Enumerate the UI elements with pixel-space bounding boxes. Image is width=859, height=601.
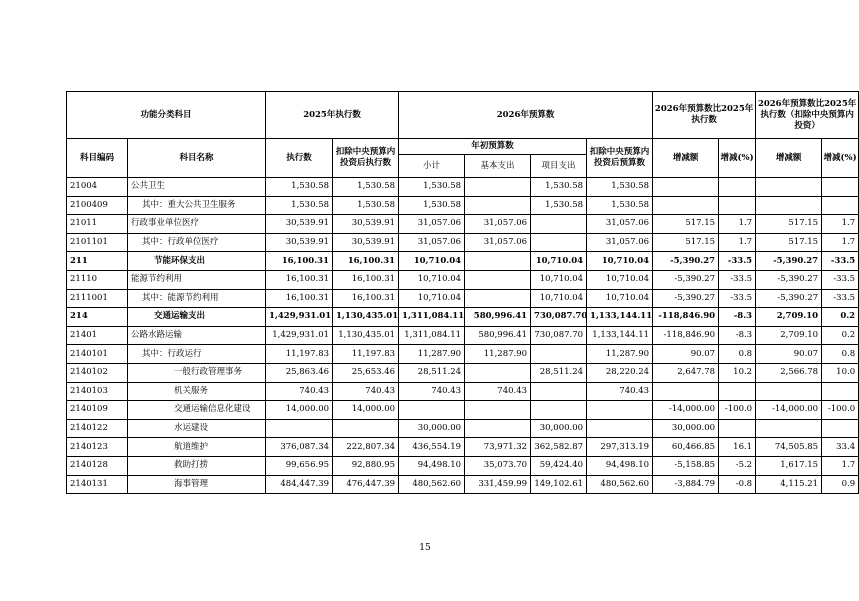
cell-basic: [465, 419, 531, 438]
table-row: [67, 215, 859, 234]
cell-code: 2111001: [67, 289, 128, 308]
cell-inc-exec: -14,000.00: [653, 401, 719, 420]
table-row: [67, 345, 859, 364]
cell-exec: 14,000.00: [266, 401, 333, 420]
cell-exec-excl: 16,100.31: [333, 270, 399, 289]
cell-exec-excl: 476,447.39: [333, 475, 399, 494]
cell-inc-exec: [653, 178, 719, 197]
cell-subtotal: 1,530.58: [399, 196, 465, 215]
cell-exec: 16,100.31: [266, 252, 333, 271]
cell-budget-excl: 1,530.58: [587, 178, 653, 197]
table-row: [67, 401, 859, 420]
cell-exec-excl: 222,807.34: [333, 438, 399, 457]
cell-code: 2101101: [67, 233, 128, 252]
cell-name: 公共卫生: [128, 178, 266, 197]
cell-inc-excl: -5,390.27: [756, 289, 822, 308]
cell-exec: 16,100.31: [266, 270, 333, 289]
cell-inc-exec: -5,390.27: [653, 270, 719, 289]
cell-basic: 31,057.06: [465, 215, 531, 234]
cell-budget-excl: 10,710.04: [587, 270, 653, 289]
cell-project: 1,530.58: [531, 178, 587, 197]
cell-subtotal: 94,498.10: [399, 456, 465, 475]
cell-project: 730,087.70: [531, 308, 587, 327]
table-body: [67, 178, 859, 494]
cell-basic: 331,459.99: [465, 475, 531, 494]
cell-pct-exec: -33.5: [719, 289, 756, 308]
cell-project: 28,511.24: [531, 363, 587, 382]
cell-inc-excl: [756, 178, 822, 197]
cell-project: 10,710.04: [531, 289, 587, 308]
cell-budget-excl: 1,133,144.11: [587, 308, 653, 327]
cell-code: 21110: [67, 270, 128, 289]
header-exec-excl: 扣除中央预算内投资后执行数: [333, 139, 399, 178]
cell-project: 10,710.04: [531, 270, 587, 289]
cell-pct-exec: -33.5: [719, 270, 756, 289]
cell-name: 节能环保支出: [128, 252, 266, 271]
cell-budget-excl: 10,710.04: [587, 252, 653, 271]
table-row: [67, 308, 859, 327]
cell-inc-excl: [756, 196, 822, 215]
cell-budget-excl: 1,530.58: [587, 196, 653, 215]
cell-subtotal: 30,000.00: [399, 419, 465, 438]
cell-exec-excl: 92,880.95: [333, 456, 399, 475]
cell-subtotal: 1,311,084.11: [399, 326, 465, 345]
cell-project: [531, 233, 587, 252]
cell-pct-exec: -5.2: [719, 456, 756, 475]
cell-project: 730,087.70: [531, 326, 587, 345]
cell-code: 2140101: [67, 345, 128, 364]
table-row: [67, 326, 859, 345]
cell-name: 航道维护: [128, 438, 266, 457]
cell-project: 149,102.61: [531, 475, 587, 494]
cell-name: 其中：行政单位医疗: [128, 233, 266, 252]
cell-inc-exec: -118,846.90: [653, 326, 719, 345]
cell-inc-exec: [653, 382, 719, 401]
header-inc-exec: 增减额: [653, 139, 719, 178]
table-row: [67, 438, 859, 457]
cell-exec: 484,447.39: [266, 475, 333, 494]
cell-pct-exec: 10.2: [719, 363, 756, 382]
cell-basic: 580,996.41: [465, 308, 531, 327]
cell-exec-excl: 14,000.00: [333, 401, 399, 420]
cell-pct-excl: 1.7: [822, 456, 859, 475]
cell-subtotal: 480,562.60: [399, 475, 465, 494]
cell-pct-excl: -33.5: [822, 252, 859, 271]
cell-exec: 1,530.58: [266, 178, 333, 197]
cell-inc-exec: 60,466.85: [653, 438, 719, 457]
header-func-class: 功能分类科目: [67, 92, 266, 139]
cell-inc-exec: -3,884.79: [653, 475, 719, 494]
cell-budget-excl: [587, 401, 653, 420]
cell-budget-excl: [587, 419, 653, 438]
cell-name: 海事管理: [128, 475, 266, 494]
header-project: 项目支出: [531, 155, 587, 178]
cell-basic: 31,057.06: [465, 233, 531, 252]
cell-pct-exec: -33.5: [719, 252, 756, 271]
cell-project: 362,582.87: [531, 438, 587, 457]
cell-budget-excl: 94,498.10: [587, 456, 653, 475]
cell-basic: 11,287.90: [465, 345, 531, 364]
table-row: [67, 456, 859, 475]
cell-name: 其中：能源节约利用: [128, 289, 266, 308]
cell-inc-exec: [653, 196, 719, 215]
cell-project: 59,424.40: [531, 456, 587, 475]
cell-basic: 73,971.32: [465, 438, 531, 457]
cell-basic: 35,073.70: [465, 456, 531, 475]
header-compare-exec: 2026年预算数比2025年执行数: [653, 92, 756, 139]
cell-budget-excl: 31,057.06: [587, 215, 653, 234]
table-row: [67, 196, 859, 215]
cell-inc-exec: -5,390.27: [653, 252, 719, 271]
cell-pct-excl: 0.8: [822, 345, 859, 364]
cell-project: [531, 401, 587, 420]
cell-inc-excl: 90.07: [756, 345, 822, 364]
cell-basic: [465, 363, 531, 382]
cell-inc-exec: 517.15: [653, 215, 719, 234]
cell-project: [531, 382, 587, 401]
cell-code: 21004: [67, 178, 128, 197]
cell-subtotal: 1,530.58: [399, 178, 465, 197]
cell-inc-exec: 90.07: [653, 345, 719, 364]
cell-budget-excl: 10,710.04: [587, 289, 653, 308]
cell-basic: [465, 270, 531, 289]
cell-exec: 11,197.83: [266, 345, 333, 364]
cell-inc-excl: 74,505.85: [756, 438, 822, 457]
table-row: [67, 270, 859, 289]
cell-pct-excl: [822, 178, 859, 197]
cell-project: 1,530.58: [531, 196, 587, 215]
cell-subtotal: 1,311,084.11: [399, 308, 465, 327]
table-row: [67, 475, 859, 494]
cell-code: 2100409: [67, 196, 128, 215]
header-pct-exec: 增减(%): [719, 139, 756, 178]
cell-name: 救助打捞: [128, 456, 266, 475]
cell-pct-excl: 1.7: [822, 215, 859, 234]
cell-name: 机关服务: [128, 382, 266, 401]
header-exec-2025: 2025年执行数: [266, 92, 399, 139]
cell-name: 能源节约利用: [128, 270, 266, 289]
cell-pct-excl: 1.7: [822, 233, 859, 252]
cell-code: 2140109: [67, 401, 128, 420]
cell-inc-excl: [756, 419, 822, 438]
cell-inc-excl: [756, 382, 822, 401]
cell-code: 2140103: [67, 382, 128, 401]
cell-exec-excl: 1,130,435.01: [333, 326, 399, 345]
cell-name: 水运建设: [128, 419, 266, 438]
cell-exec: 376,087.34: [266, 438, 333, 457]
cell-exec: 740.43: [266, 382, 333, 401]
cell-name: 其中：重大公共卫生服务: [128, 196, 266, 215]
cell-inc-exec: -118,846.90: [653, 308, 719, 327]
cell-exec-excl: 11,197.83: [333, 345, 399, 364]
cell-budget-excl: 1,133,144.11: [587, 326, 653, 345]
cell-budget-excl: 28,220.24: [587, 363, 653, 382]
header-budget-2026: 2026年预算数: [399, 92, 653, 139]
table-row: [67, 419, 859, 438]
cell-inc-exec: -5,390.27: [653, 289, 719, 308]
cell-exec: 25,863.46: [266, 363, 333, 382]
cell-subtotal: 28,511.24: [399, 363, 465, 382]
cell-pct-exec: 1.7: [719, 233, 756, 252]
cell-subtotal: 10,710.04: [399, 270, 465, 289]
cell-code: 21011: [67, 215, 128, 234]
cell-inc-excl: 2,709.10: [756, 308, 822, 327]
cell-basic: [465, 178, 531, 197]
cell-project: [531, 215, 587, 234]
header-inc-excl: 增减额: [756, 139, 822, 178]
cell-project: 10,710.04: [531, 252, 587, 271]
cell-exec: 16,100.31: [266, 289, 333, 308]
cell-basic: [465, 401, 531, 420]
header-compare-excl: 2026年预算数比2025年执行数（扣除中央预算内投资）: [756, 92, 859, 139]
cell-code: 2140102: [67, 363, 128, 382]
page-number: 15: [419, 543, 431, 553]
cell-basic: [465, 252, 531, 271]
cell-exec-excl: 16,100.31: [333, 252, 399, 271]
cell-code: 2140131: [67, 475, 128, 494]
cell-subtotal: [399, 401, 465, 420]
cell-basic: [465, 289, 531, 308]
header-pct-excl: 增减(%): [822, 139, 859, 178]
cell-code: 211: [67, 252, 128, 271]
cell-pct-excl: 0.2: [822, 326, 859, 345]
cell-inc-exec: -5,158.85: [653, 456, 719, 475]
cell-exec-excl: 1,130,435.01: [333, 308, 399, 327]
cell-pct-excl: 0.2: [822, 308, 859, 327]
cell-pct-exec: -8.3: [719, 308, 756, 327]
cell-name: 其中：行政运行: [128, 345, 266, 364]
cell-subtotal: 10,710.04: [399, 289, 465, 308]
cell-exec-excl: 740.43: [333, 382, 399, 401]
cell-pct-excl: 10.0: [822, 363, 859, 382]
table-row: [67, 252, 859, 271]
header-code: 科目编码: [67, 139, 128, 178]
cell-exec-excl: 30,539.91: [333, 215, 399, 234]
cell-pct-exec: [719, 196, 756, 215]
cell-inc-excl: 4,115.21: [756, 475, 822, 494]
cell-budget-excl: 297,313.19: [587, 438, 653, 457]
cell-pct-exec: [719, 178, 756, 197]
header-budget-excl: 扣除中央预算内投资后预算数: [587, 139, 653, 178]
cell-inc-exec: 517.15: [653, 233, 719, 252]
cell-pct-excl: [822, 419, 859, 438]
cell-pct-excl: -100.0: [822, 401, 859, 420]
cell-pct-exec: -100.0: [719, 401, 756, 420]
header-initial-budget: 年初预算数: [399, 139, 587, 155]
cell-basic: 580,996.41: [465, 326, 531, 345]
cell-pct-excl: 0.9: [822, 475, 859, 494]
cell-pct-exec: -0.8: [719, 475, 756, 494]
table-row: [67, 289, 859, 308]
cell-inc-exec: 2,647.78: [653, 363, 719, 382]
cell-subtotal: 436,554.19: [399, 438, 465, 457]
cell-code: 2140123: [67, 438, 128, 457]
cell-code: 214: [67, 308, 128, 327]
header-subtotal: 小计: [399, 155, 465, 178]
table-row: [67, 233, 859, 252]
cell-budget-excl: 480,562.60: [587, 475, 653, 494]
cell-pct-exec: -8.3: [719, 326, 756, 345]
header-name: 科目名称: [128, 139, 266, 178]
cell-basic: 740.43: [465, 382, 531, 401]
cell-name: 交通运输支出: [128, 308, 266, 327]
cell-exec: [266, 419, 333, 438]
cell-exec-excl: 30,539.91: [333, 233, 399, 252]
budget-table: [66, 91, 859, 494]
cell-subtotal: 11,287.90: [399, 345, 465, 364]
cell-inc-excl: -5,390.27: [756, 270, 822, 289]
cell-budget-excl: 11,287.90: [587, 345, 653, 364]
cell-inc-excl: 517.15: [756, 215, 822, 234]
cell-exec-excl: 25,653.46: [333, 363, 399, 382]
header-basic: 基本支出: [465, 155, 531, 178]
cell-pct-exec: 1.7: [719, 215, 756, 234]
cell-exec: 1,429,931.01: [266, 326, 333, 345]
cell-budget-excl: 31,057.06: [587, 233, 653, 252]
cell-pct-excl: -33.5: [822, 289, 859, 308]
cell-basic: [465, 196, 531, 215]
cell-inc-excl: 517.15: [756, 233, 822, 252]
cell-exec-excl: [333, 419, 399, 438]
cell-exec-excl: 1,530.58: [333, 196, 399, 215]
cell-code: 2140128: [67, 456, 128, 475]
cell-name: 一般行政管理事务: [128, 363, 266, 382]
cell-subtotal: 740.43: [399, 382, 465, 401]
cell-inc-excl: 2,709.10: [756, 326, 822, 345]
cell-exec: 99,656.95: [266, 456, 333, 475]
cell-code: 21401: [67, 326, 128, 345]
cell-subtotal: 31,057.06: [399, 233, 465, 252]
cell-pct-excl: [822, 382, 859, 401]
cell-subtotal: 31,057.06: [399, 215, 465, 234]
cell-pct-excl: [822, 196, 859, 215]
cell-pct-exec: [719, 419, 756, 438]
cell-pct-exec: 16.1: [719, 438, 756, 457]
cell-inc-excl: 1,617.15: [756, 456, 822, 475]
cell-project: 30,000.00: [531, 419, 587, 438]
cell-name: 交通运输信息化建设: [128, 401, 266, 420]
cell-exec-excl: 1,530.58: [333, 178, 399, 197]
table-row: [67, 382, 859, 401]
cell-inc-exec: 30,000.00: [653, 419, 719, 438]
cell-subtotal: 10,710.04: [399, 252, 465, 271]
cell-budget-excl: 740.43: [587, 382, 653, 401]
table-row: [67, 178, 859, 197]
table-row: [67, 363, 859, 382]
cell-pct-excl: 33.4: [822, 438, 859, 457]
cell-pct-exec: [719, 382, 756, 401]
cell-inc-excl: -14,000.00: [756, 401, 822, 420]
cell-name: 公路水路运输: [128, 326, 266, 345]
cell-code: 2140122: [67, 419, 128, 438]
cell-name: 行政事业单位医疗: [128, 215, 266, 234]
cell-exec: 1,530.58: [266, 196, 333, 215]
cell-exec: 30,539.91: [266, 215, 333, 234]
cell-exec-excl: 16,100.31: [333, 289, 399, 308]
header-exec: 执行数: [266, 139, 333, 178]
cell-exec: 1,429,931.01: [266, 308, 333, 327]
cell-inc-excl: -5,390.27: [756, 252, 822, 271]
cell-pct-excl: -33.5: [822, 270, 859, 289]
cell-pct-exec: 0.8: [719, 345, 756, 364]
cell-exec: 30,539.91: [266, 233, 333, 252]
cell-project: [531, 345, 587, 364]
cell-inc-excl: 2,566.78: [756, 363, 822, 382]
